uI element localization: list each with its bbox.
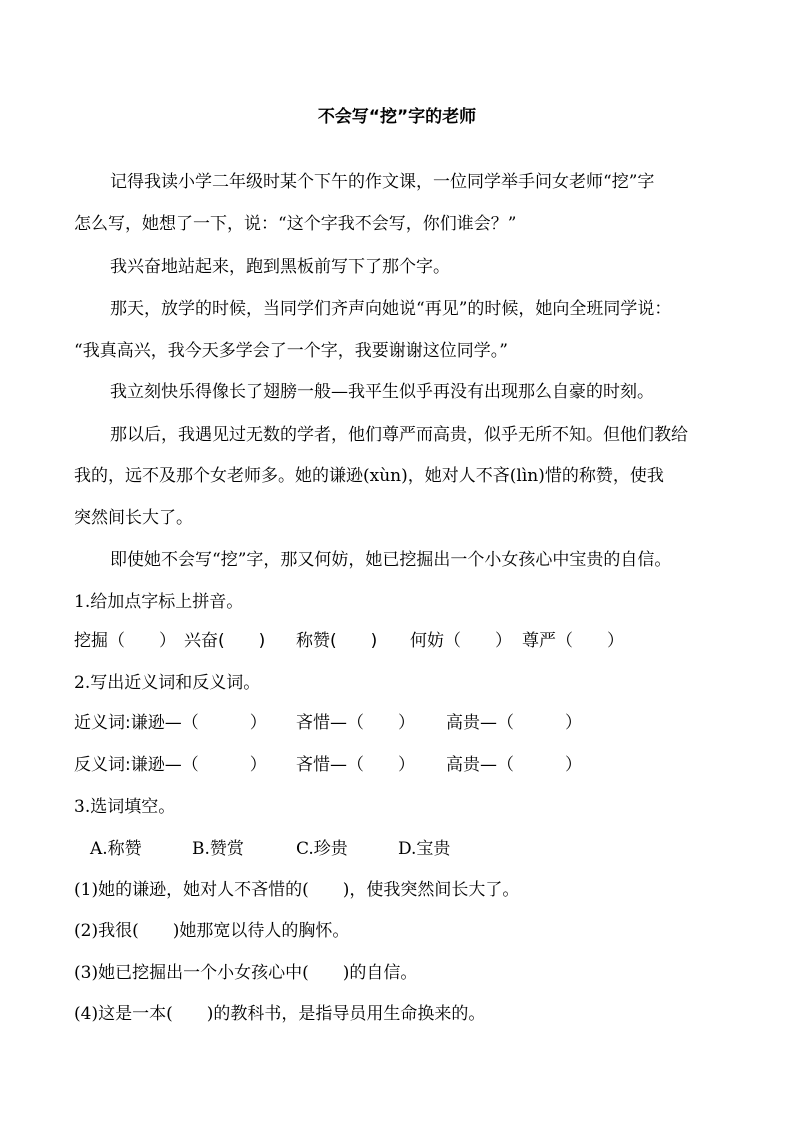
pinyin-item: 兴奋( ) [184,631,266,651]
antonym-label: 反义词:谦逊—（ ） [74,755,267,775]
passage-paragraph-1-line-1: 记得我读小学二年级时某个下午的作文课，一位同学举手问女老师“挖”字 [110,172,655,192]
passage-paragraph-5-line-3: 突然间长大了。 [74,508,193,528]
passage-paragraph-4: 我立刻快乐得像长了翅膀一般—我平生似乎再没有出现那么自豪的时刻。 [110,382,654,402]
synonym-item: 高贵—（ ） [446,713,582,733]
pinyin-item: 称赞( ) [296,631,378,651]
passage-paragraph-2: 我兴奋地站起来，跑到黑板前写下了那个字。 [110,257,450,277]
question-3-sentence-3: (3)她已挖掘出一个小女孩心中( )的自信。 [74,963,418,983]
page-title: 不会写“挖”字的老师 [317,107,477,127]
passage-paragraph-1-line-2: 怎么写，她想了一下，说：“这个字我不会写，你们谁会？” [74,214,517,234]
question-1-heading: 1.给加点字标上拼音。 [74,592,244,612]
option-a: A.称赞 [90,839,142,859]
passage-paragraph-5-line-2: 我的，远不及那个女老师多。她的谦逊(xùn)，她对人不吝(lìn)惜的称赞，使我 [74,466,664,486]
antonym-item: 吝惜—（ ） [296,755,415,775]
antonym-item: 高贵—（ ） [446,755,582,775]
pinyin-item: 挖掘（ ） [74,631,176,651]
pinyin-item: 尊严（ ） [522,631,624,651]
passage-paragraph-3-line-1: 那天，放学的时候，当同学们齐声向她说“再见”的时候，她向全班同学说： [110,299,672,319]
passage-paragraph-6: 即使她不会写“挖”字，那又何妨，她已挖掘出一个小女孩心中宝贵的自信。 [110,550,672,570]
option-d: D.宝贵 [398,839,451,859]
synonym-label: 近义词:谦逊—（ ） [74,713,267,733]
option-b: B.赞赏 [192,839,244,859]
question-3-sentence-1: (1)她的谦逊，她对人不吝惜的( )，使我突然间长大了。 [74,880,520,900]
question-3-heading: 3.选词填空。 [74,797,176,817]
question-3-sentence-2: (2)我很( )她那宽以待人的胸怀。 [74,921,350,941]
question-2-heading: 2.写出近义词和反义词。 [74,673,261,693]
passage-paragraph-5-line-1: 那以后，我遇见过无数的学者，他们尊严而高贵，似乎无所不知。但他们教给 [110,425,688,445]
pinyin-item: 何妨（ ） [410,631,512,651]
question-3-sentence-4: (4)这是一本( )的教科书，是指导员用生命换来的。 [74,1004,486,1024]
passage-paragraph-3-line-2: “我真高兴，我今天多学会了一个字，我要谢谢这位同学。” [74,341,508,361]
option-c: C.珍贵 [296,839,348,859]
synonym-item: 吝惜—（ ） [296,713,415,733]
